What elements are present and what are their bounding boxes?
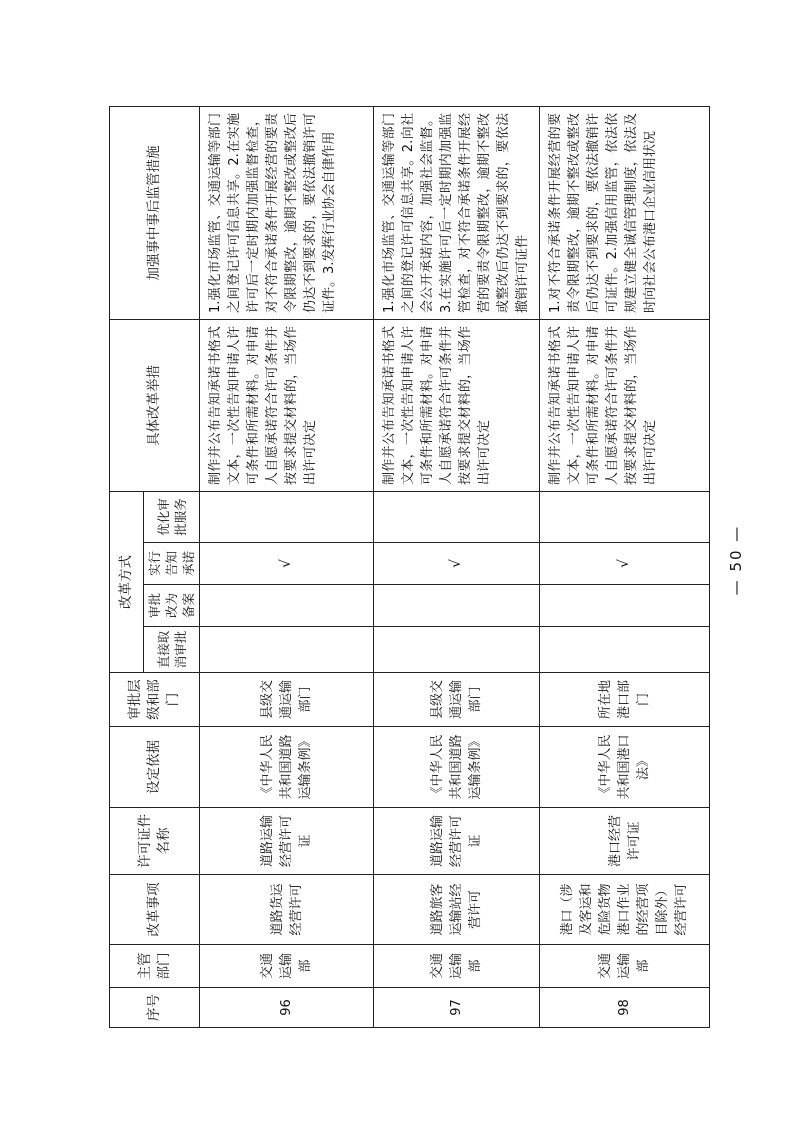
cell-level: 所在地港口部门 <box>540 673 710 727</box>
cell-filing <box>200 585 374 627</box>
cell-measures: 制作并公布告知承诺书格式文本，一次性告知申请人许可条件和所需材料。对申请人自愿承诺符合许可条件并按要求提交材料的，当场作出许可决定 <box>374 320 540 492</box>
header-item: 改革事项 <box>110 875 200 945</box>
header-cancel: 直接取消审批 <box>144 627 200 673</box>
header-measures: 具体改革举措 <box>110 320 200 492</box>
cell-no: 98 <box>540 988 710 1028</box>
header-supervision: 加强事中事后监管措施 <box>110 107 200 320</box>
cell-no: 97 <box>374 988 540 1028</box>
cell-filing <box>540 585 710 627</box>
header-dept: 主管部门 <box>110 945 200 988</box>
table-row <box>374 107 540 1028</box>
cell-item: 道路货运经营许可 <box>200 875 374 945</box>
cell-basis: 《中华人民共和国道路运输条例》 <box>200 727 374 808</box>
cell-cancel <box>200 627 374 673</box>
page-number: — 50 — <box>727 524 745 596</box>
cell-optimize <box>374 492 540 543</box>
cell-license: 道路运输经营许可证 <box>374 808 540 875</box>
reform-table <box>109 106 710 1028</box>
cell-supervision: 1.强化市场监管、交通运输等部门之间登记许可信息共享。2.在实施许可后一定时期内加强监督检查，对不符合承诺条件开展经营的要责令限期整改，逾期不整改或整改后仍达不到要求的，要依法撤销许可证件。3.发挥行业协会自律作用 <box>200 107 374 320</box>
check-mark-icon: √ <box>540 543 710 585</box>
cell-supervision: 1.对不符合承诺条件开展经营的要责令限期整改，逾期不整改或整改后仍达不到要求的，要依法撤销许可证件。2.加强信用监管，依法依规建立健全诚信管理制度，依法及时向社会公布港口企业信用状况 <box>540 107 710 320</box>
header-no: 序号 <box>110 988 200 1028</box>
check-mark-icon: √ <box>374 543 540 585</box>
header-method: 改革方式 <box>110 492 144 673</box>
header-row <box>110 107 144 1028</box>
table-row <box>200 107 374 1028</box>
header-level: 审批层级和部门 <box>110 673 200 727</box>
cell-cancel <box>374 627 540 673</box>
header-basis: 设定依据 <box>110 727 200 808</box>
cell-optimize <box>200 492 374 543</box>
cell-filing <box>374 585 540 627</box>
cell-measures: 制作并公布告知承诺书格式文本，一次性告知申请人许可条件和所需材料。对申请人自愿承诺符合许可条件并按要求提交材料的，当场作出许可决定 <box>540 320 710 492</box>
cell-level: 县级交通运输部门 <box>200 673 374 727</box>
cell-license: 道路运输经营许可证 <box>200 808 374 875</box>
check-mark-icon: √ <box>200 543 374 585</box>
cell-measures: 制作并公布告知承诺书格式文本，一次性告知申请人许可条件和所需材料。对申请人自愿承诺符合许可条件并按要求提交材料的，当场作出许可决定 <box>200 320 374 492</box>
cell-dept: 交通运输部 <box>540 945 710 988</box>
table-row <box>540 107 710 1028</box>
cell-dept: 交通运输部 <box>200 945 374 988</box>
cell-basis: 《中华人民共和国港口法》 <box>540 727 710 808</box>
cell-supervision: 1.强化市场监管、交通运输等部门之间的登记许可信息共享。2.向社会公开承诺内容，加强社会监督。3.在实施许可后一定时期内加强监管检查，对不符合承诺条件开展经营的要责令限期整改，逾期不整改或整改后仍达不到要求的，要依法撤销许可证件 <box>374 107 540 320</box>
cell-level: 县级交通运输部门 <box>374 673 540 727</box>
cell-item: 港口（涉及客运和危险货物港口作业的经营项目除外）经营许可 <box>540 875 710 945</box>
cell-no: 96 <box>200 988 374 1028</box>
header-license: 许可证件名称 <box>110 808 200 875</box>
cell-cancel <box>540 627 710 673</box>
header-optimize: 优化审批服务 <box>144 492 200 543</box>
cell-dept: 交通运输部 <box>374 945 540 988</box>
cell-item: 道路旅客运输站经营许可 <box>374 875 540 945</box>
cell-basis: 《中华人民共和国道路运输条例》 <box>374 727 540 808</box>
rotated-page <box>109 107 749 1028</box>
header-promise: 实行告知承诺 <box>144 543 200 585</box>
cell-optimize <box>540 492 710 543</box>
header-filing: 审批改为备案 <box>144 585 200 627</box>
cell-license: 港口经营许可证 <box>540 808 710 875</box>
